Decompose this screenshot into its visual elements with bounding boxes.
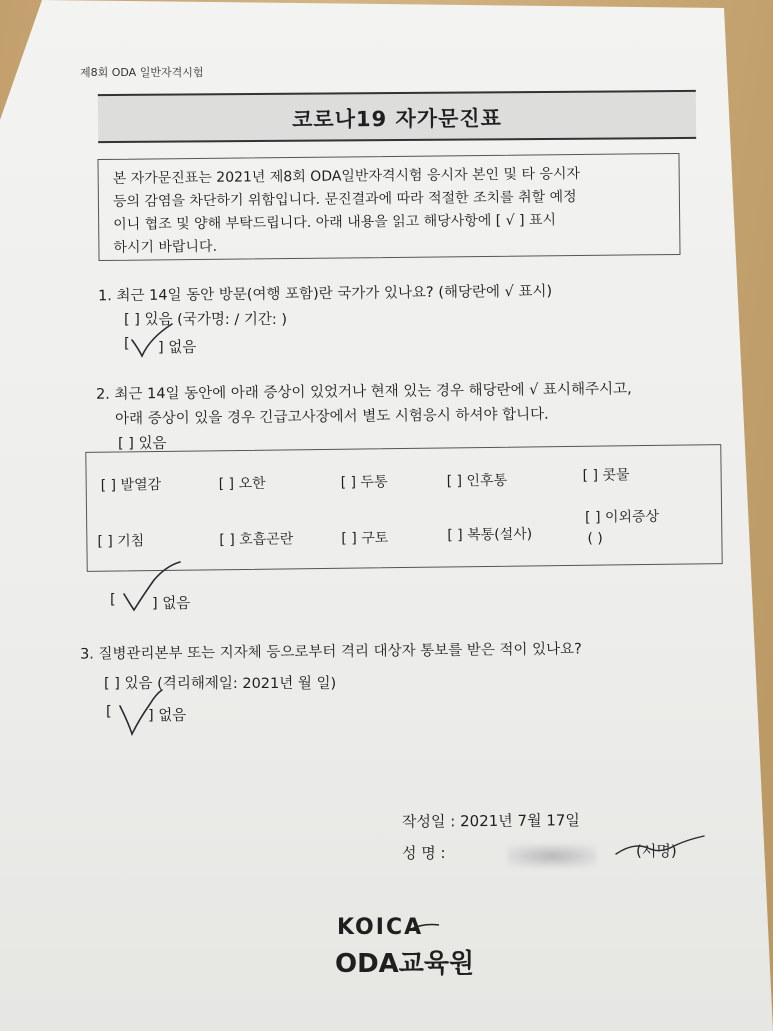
intro-box — [97, 153, 680, 261]
intro-line: 하시기 바랍니다. — [113, 238, 218, 256]
name-label: 성 명 : — [402, 844, 446, 862]
question-1: 1. 최근 14일 동안 방문(여행 포함)란 국가가 있나요? (해당란에 √ 표시) — [97, 283, 553, 305]
q1-option-no[interactable]: ] 없음 — [158, 340, 197, 356]
symptom-sore-throat[interactable]: [ ] 인후통 — [446, 472, 508, 490]
logo-oda-center: ODA교육원 — [335, 949, 475, 979]
symptom-cough[interactable]: [ ] 기침 — [97, 533, 145, 550]
q3-option-no[interactable]: ] 없음 — [148, 708, 187, 724]
question-2-line-1: 2. 최근 14일 동안에 아래 증상이 있었거나 현재 있는 경우 해당란에 √ 표시해주시고, — [95, 381, 632, 403]
intro-line: 이니 협조 및 양해 부탁드립니다. 아래 내용을 읽고 해당사항에 [ √ ] 표시 — [113, 212, 557, 233]
checkmark-icon — [114, 688, 168, 740]
symptom-other-detail: ( ) — [587, 530, 603, 547]
q2-option-no-open: [ — [110, 592, 116, 608]
page-title: 코로나19 자가문진표 — [292, 106, 503, 132]
checkmark-icon — [128, 322, 176, 360]
signature-scribble-icon — [612, 832, 708, 864]
symptoms-box — [85, 444, 722, 572]
intro-line: 본 자가문진표는 2021년 제8회 ODA일반자격시험 응시자 본인 및 타 응시자 — [112, 165, 581, 187]
redacted-name — [508, 845, 596, 867]
title-bar — [98, 90, 696, 143]
exam-name: 제8회 ODA 일반자격시험 — [80, 66, 204, 79]
symptom-breathing[interactable]: [ ] 호흡곤란 — [219, 531, 294, 549]
question-2-line-2: 아래 증상이 있을 경우 긴급고사장에서 별도 시험응시 하셔야 합니다. — [114, 406, 549, 428]
logo-swoosh-icon — [410, 922, 440, 932]
logo-koica: KOICA — [337, 915, 424, 940]
q2-option-no[interactable]: ] 없음 — [152, 596, 191, 612]
symptom-stomachache[interactable]: [ ] 복통(설사) — [447, 526, 533, 544]
signature-label: (서명) — [636, 842, 677, 860]
q1-option-yes[interactable]: [ ] 있음 (국가명: / 기간: ) — [124, 312, 287, 328]
symptom-vomiting[interactable]: [ ] 구토 — [341, 530, 389, 547]
symptom-other[interactable]: [ ] 이외증상 — [585, 508, 660, 526]
symptom-runny-nose[interactable]: [ ] 콧물 — [582, 467, 630, 484]
symptom-headache[interactable]: [ ] 두통 — [340, 474, 388, 491]
symptom-chills[interactable]: [ ] 오한 — [218, 475, 266, 493]
written-date: 작성일 : 2021년 7월 17일 — [401, 811, 580, 831]
q1-option-no-open: [ — [124, 336, 130, 352]
question-3: 3. 질병관리본부 또는 지자체 등으로부터 격리 대상자 통보를 받은 적이 있나요? — [79, 641, 582, 663]
q3-option-yes[interactable]: [ ] 있음 (격리해제일: 2021년 월 일) — [104, 676, 337, 692]
q2-option-yes[interactable]: [ ] 있음 — [118, 436, 167, 452]
checkmark-icon — [120, 560, 186, 614]
intro-line: 등의 감염을 차단하기 위함입니다. 문진결과에 따라 적절한 조치를 취할 예정 — [112, 189, 577, 210]
symptom-fever[interactable]: [ ] 발열감 — [100, 476, 162, 494]
q3-option-no-open: [ — [106, 704, 112, 720]
